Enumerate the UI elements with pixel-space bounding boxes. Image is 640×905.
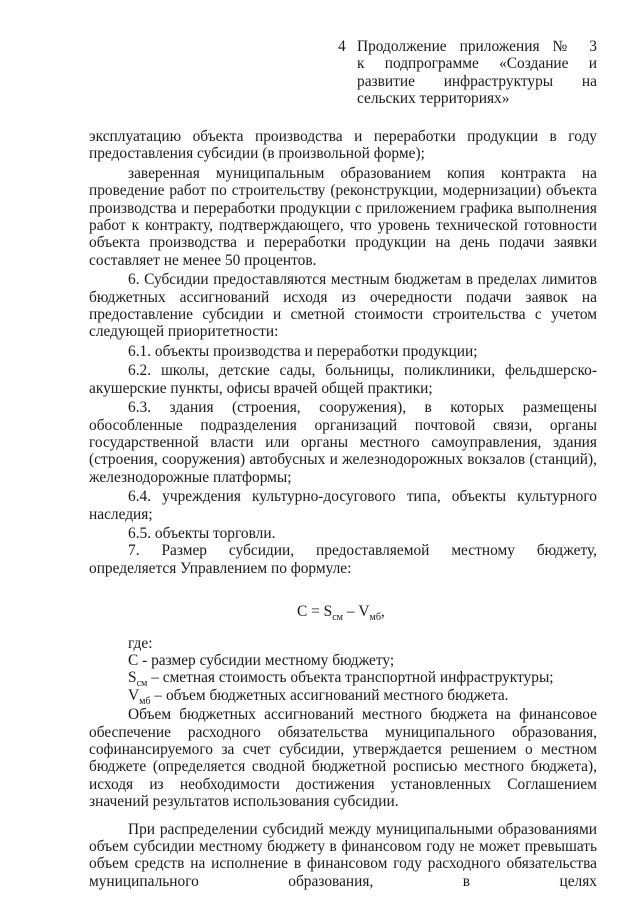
- paragraph: 6. Субсидии предоставляются местным бюджетам в пределах лимитов бюджетных ассигнований исходя из очередности подачи заявок на предоставление субсидии и сметной стоимости строительства с учетом следующей приоритетности:: [89, 271, 597, 341]
- paragraph: 6.5. объекты торговли.: [128, 524, 276, 542]
- header-line: к подпрограмме «Создание и: [357, 55, 597, 73]
- paragraph: 6.1. объекты производства и переработки продукции;: [128, 342, 478, 360]
- v-subscript: мб: [139, 695, 151, 707]
- formula-end: ,: [380, 603, 385, 621]
- formula-lhs: C = S: [297, 603, 333, 621]
- s-symbol: S: [128, 669, 137, 687]
- definition-s: [89, 669, 597, 690]
- header-line: развитие инфраструктуры на: [357, 72, 597, 90]
- paragraph: При распределении субсидий между муниципальными образованиями объем субсидии местному бюджету в финансовом году не может превышать объем средств на исполнение в финансовом году расходного обязательства муниципального образования, в целях: [89, 820, 597, 890]
- paragraph: 6.2. школы, детские сады, больницы, поликлиники, фельдшерско-акушерские пункты, офисы врачей общей практики;: [89, 362, 597, 397]
- formula-sub: см: [332, 612, 343, 624]
- paragraph: заверенная муниципальным образованием копия контракта на проведение работ по строительству (реконструкции, модернизации) объекта производства и переработки продукции с приложением графика выполнения работ к контракту, подтверждающего, что уровень технической готовности объекта производства и переработки продукции на день подачи заявки составляет не менее 50 процентов.: [89, 164, 597, 269]
- header-line: Продолжение приложения № 3: [357, 38, 597, 55]
- paragraph: 6.3. здания (строения, сооружения), в которых размещены обособленные подразделения организаций почтовой связи, органы государственной власти или органы местного самоуправления, здания (строения, сооружения) автобусных и железнодорожных вокзалов (станций), железнодорожные платформы;: [89, 399, 597, 486]
- paragraph: Объем бюджетных ассигнований местного бюджета на финансовое обеспечение расходного обязательства муниципального образования, софинансируемого за счет субсидии, утверждается решением о местном бюджете (определяется сводной бюджетной росписью местного бюджета), исходя из необходимости достижения установленных Соглашением значений результатов использования субсидии.: [89, 706, 597, 811]
- header-line: сельских территориях»: [357, 90, 510, 108]
- document-body: [89, 128, 597, 890]
- v-text: – объем бюджетных ассигнований местного бюджета.: [150, 686, 509, 704]
- subsidy-formula: [89, 603, 597, 624]
- s-subscript: см: [136, 678, 148, 690]
- v-symbol: V: [128, 686, 140, 704]
- page-number: 4: [338, 38, 346, 55]
- paragraph: эксплуатацию объекта производства и переработки продукции в году предоставления субсидии (в произвольной форме);: [89, 128, 597, 163]
- header-block: [357, 38, 597, 108]
- paragraph: 7. Размер субсидии, предоставляемой местному бюджету, определяется Управлением по формуле:: [89, 542, 597, 577]
- formula-mid: – V: [342, 603, 370, 621]
- where-label: где:: [128, 634, 153, 652]
- formula-sub: мб: [369, 612, 381, 624]
- definition-v: [89, 686, 597, 707]
- s-text: – сметная стоимость объекта транспортной инфраструктуры;: [147, 669, 554, 687]
- paragraph: 6.4. учреждения культурно-досугового типа, объекты культурного наследия;: [89, 488, 597, 523]
- definition-c: С - размер субсидии местному бюджету;: [128, 651, 395, 669]
